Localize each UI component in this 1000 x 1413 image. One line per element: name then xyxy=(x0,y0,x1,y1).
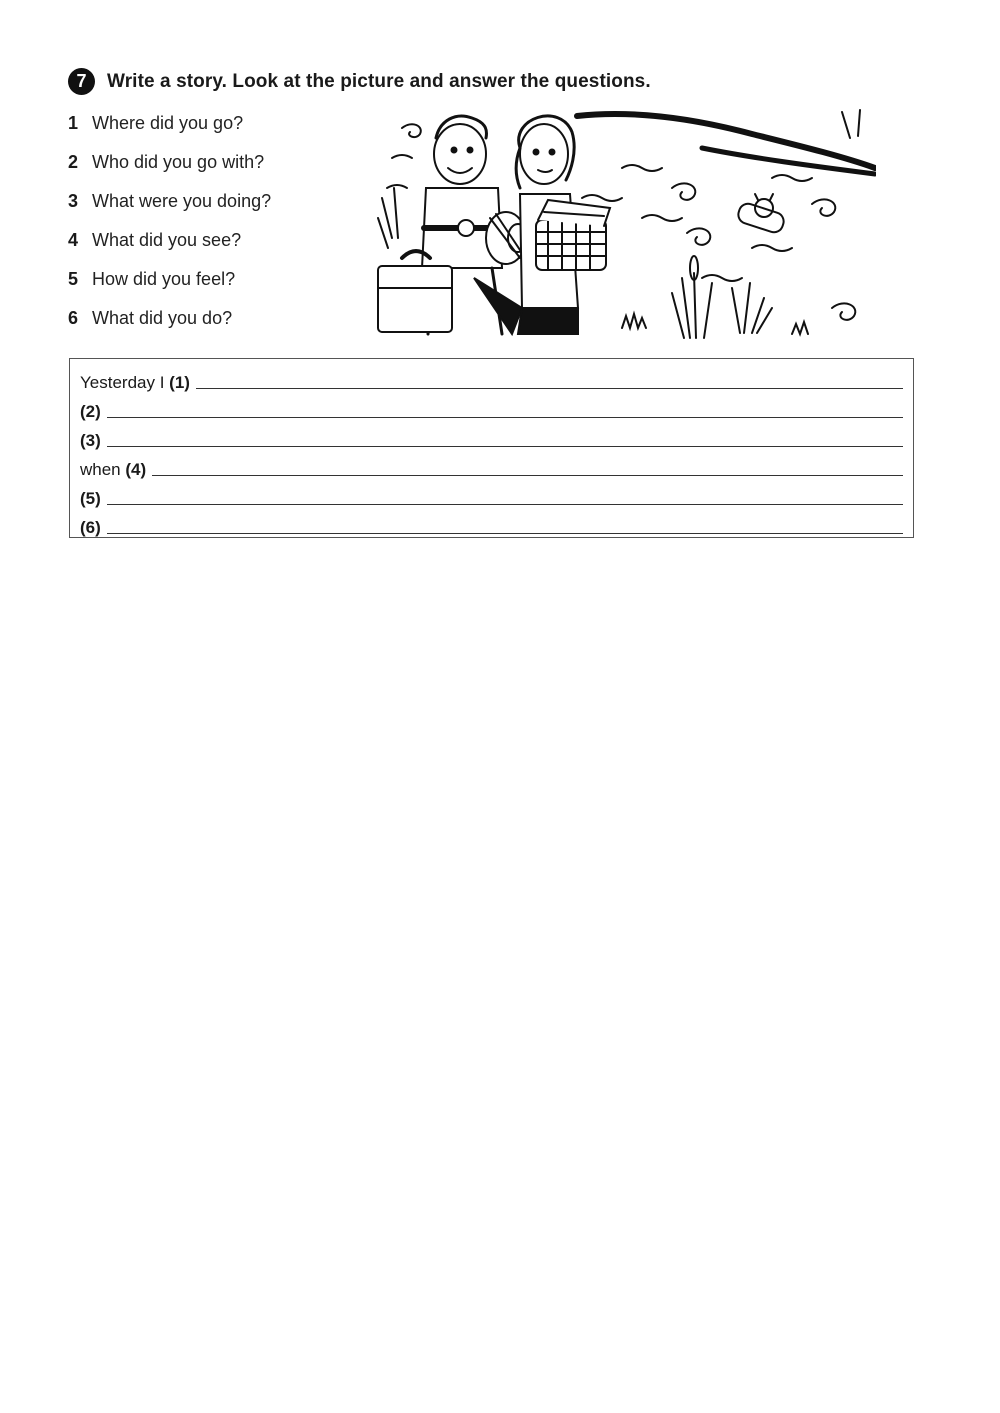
answer-line[interactable] xyxy=(107,445,903,447)
story-line-marker: (5) xyxy=(80,489,101,508)
story-line-marker: (1) xyxy=(169,373,190,392)
question-text: Who did you go with? xyxy=(92,152,265,172)
question-item xyxy=(68,113,271,152)
question-number: 4 xyxy=(68,230,79,250)
answer-line[interactable] xyxy=(107,416,903,418)
question-item xyxy=(68,308,271,347)
picnic-river-illustration xyxy=(372,108,876,340)
question-text: What did you see? xyxy=(92,230,242,250)
question-item xyxy=(68,191,271,230)
story-line[interactable] xyxy=(80,425,903,451)
story-line[interactable] xyxy=(80,367,903,393)
question-text: What did you do? xyxy=(92,308,233,328)
question-text: How did you feel? xyxy=(92,269,236,289)
answer-line[interactable] xyxy=(107,532,903,534)
story-line[interactable] xyxy=(80,483,903,509)
task-instruction: Write a story. Look at the picture and answer the questions. xyxy=(107,70,651,92)
story-line-marker: (6) xyxy=(80,518,101,537)
question-text: Where did you go? xyxy=(92,113,244,133)
story-line-marker: (2) xyxy=(80,402,101,421)
task-header xyxy=(68,68,651,95)
story-writing-box xyxy=(69,358,914,538)
question-number: 6 xyxy=(68,308,79,328)
story-line[interactable] xyxy=(80,512,903,538)
answer-line[interactable] xyxy=(196,387,903,389)
story-line-prefix: Yesterday I xyxy=(80,373,170,392)
question-number: 1 xyxy=(68,113,79,133)
story-line[interactable] xyxy=(80,454,903,480)
story-line[interactable] xyxy=(80,396,903,422)
question-text: What were you doing? xyxy=(92,191,272,211)
answer-line[interactable] xyxy=(152,474,903,476)
task-number-badge: 7 xyxy=(68,68,95,95)
question-list xyxy=(68,113,271,347)
question-item xyxy=(68,269,271,308)
answer-line[interactable] xyxy=(107,503,903,505)
story-line-prefix: when xyxy=(80,460,126,479)
story-line-marker: (4) xyxy=(125,460,147,479)
question-number: 2 xyxy=(68,152,79,172)
question-number: 3 xyxy=(68,191,79,211)
story-line-marker: (3) xyxy=(80,431,101,450)
question-item xyxy=(68,230,271,269)
question-number: 5 xyxy=(68,269,79,289)
question-item xyxy=(68,152,271,191)
